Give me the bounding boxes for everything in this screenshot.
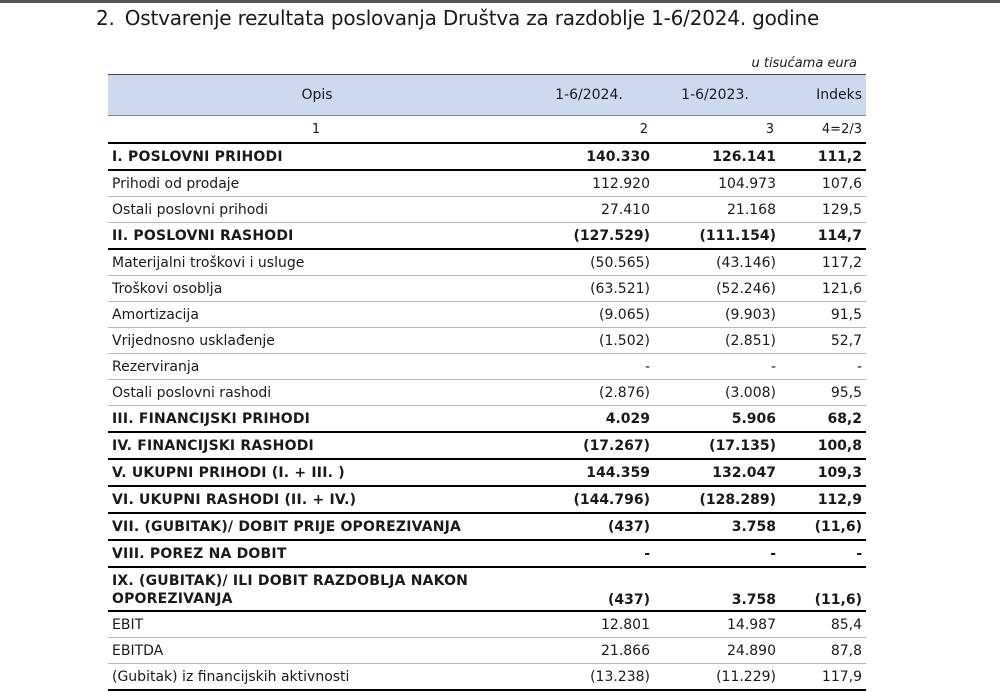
row-label-line: V. UKUPNI PRIHODI (I. + III. ) [112,464,345,481]
value-2024: (13.238) [526,664,652,691]
value-index: 109,3 [778,459,866,486]
value-index: 121,6 [778,276,866,302]
row-label-line: (Gubitak) iz financijskih aktivnosti [112,668,350,685]
value-index: 117,9 [778,664,866,691]
row-label [108,197,526,223]
row-label [108,611,526,638]
value-2023: 3.758 [652,513,778,540]
value-2023: 126.141 [652,143,778,170]
row-label-line: IX. (GUBITAK)/ ILI DOBIT RAZDOBLJA NAKON [112,573,469,589]
value-index: 114,7 [778,223,866,250]
value-2024: (1.502) [526,328,652,354]
table-row [108,567,866,611]
value-index: 129,5 [778,197,866,223]
value-2024: (9.065) [526,302,652,328]
row-label [108,513,526,540]
row-label-line-2: OPOREZIVANJA [112,591,233,607]
table-row [108,302,866,328]
row-label [108,540,526,567]
value-2023: (17.135) [652,432,778,459]
table-row [108,354,866,380]
table-row [108,406,866,433]
value-2024: - [526,354,652,380]
row-label-line: II. POSLOVNI RASHODI [112,227,294,244]
header-2023: 1-6/2023. [652,75,778,116]
row-label [108,249,526,276]
table-row [108,380,866,406]
row-label-line: VII. (GUBITAK)/ DOBIT PRIJE OPOREZIVANJA [112,518,462,535]
value-index: 85,4 [778,611,866,638]
value-2024: (437) [526,567,652,611]
table-row [108,276,866,302]
value-2023: 132.047 [652,459,778,486]
value-2023: 5.906 [652,406,778,433]
value-index: 68,2 [778,406,866,433]
value-2024: 12.801 [526,611,652,638]
results-table [108,74,866,691]
table-row [108,170,866,197]
row-label-line: EBIT [112,616,144,633]
row-label-line: Prihodi od prodaje [112,175,240,192]
value-2024: (17.267) [526,432,652,459]
table-row [108,513,866,540]
value-2024: (144.796) [526,486,652,513]
row-label-line: Ostali poslovni rashodi [112,384,272,401]
value-2023: - [652,540,778,567]
row-label-line: VI. UKUPNI RASHODI (II. + IV.) [112,491,357,508]
value-2024: 144.359 [526,459,652,486]
value-2023: (43.146) [652,249,778,276]
table-row [108,223,866,250]
row-label [108,638,526,664]
value-2023: (111.154) [652,223,778,250]
row-label-line: III. FINANCIJSKI PRIHODI [112,410,311,427]
value-2023: (9.903) [652,302,778,328]
section-number: 2. [96,6,115,30]
value-index: 87,8 [778,638,866,664]
value-2023: 104.973 [652,170,778,197]
row-label [108,486,526,513]
value-2024: - [526,540,652,567]
value-index: 117,2 [778,249,866,276]
value-2023: (2.851) [652,328,778,354]
value-2023: 21.168 [652,197,778,223]
unit-note: u tisućama eura [751,56,857,71]
value-2023: (3.008) [652,380,778,406]
value-2023: (52.246) [652,276,778,302]
column-number-row [108,116,866,144]
column-number-3: 3 [652,116,778,144]
row-label-line: Rezerviranja [112,358,200,375]
row-label-line: EBITDA [112,642,164,659]
header-opis: Opis [108,75,526,116]
value-2024: 4.029 [526,406,652,433]
value-2024: 27.410 [526,197,652,223]
row-label-line: Ostali poslovni prihodi [112,201,269,218]
row-label [108,276,526,302]
row-label [108,170,526,197]
row-label [108,406,526,433]
value-2024: 21.866 [526,638,652,664]
value-2024: (2.876) [526,380,652,406]
row-label-line: I. POSLOVNI PRIHODI [112,148,283,165]
table-row [108,540,866,567]
table-row [108,197,866,223]
value-index: (11,6) [778,513,866,540]
value-2024: 140.330 [526,143,652,170]
value-2023: 3.758 [652,567,778,611]
value-index: - [778,540,866,567]
table-row [108,328,866,354]
header-2024: 1-6/2024. [526,75,652,116]
table-row [108,432,866,459]
value-index: (11,6) [778,567,866,611]
value-index: - [778,354,866,380]
value-index: 107,6 [778,170,866,197]
value-2023: (11.229) [652,664,778,691]
value-2024: (63.521) [526,276,652,302]
row-label [108,354,526,380]
table-header-row [108,75,866,116]
value-2023: - [652,354,778,380]
column-number-4: 4=2/3 [778,116,866,144]
table-row [108,143,866,170]
row-label [108,459,526,486]
table-body [108,143,866,690]
table-row [108,486,866,513]
value-2024: (50.565) [526,249,652,276]
value-index: 100,8 [778,432,866,459]
header-index: Indeks [778,75,866,116]
value-index: 111,2 [778,143,866,170]
row-label-line: Vrijednosno usklađenje [112,332,275,349]
row-label-line: Amortizacija [112,306,199,323]
value-2023: (128.289) [652,486,778,513]
row-label-line: IV. FINANCIJSKI RASHODI [112,437,314,454]
value-2024: 112.920 [526,170,652,197]
row-label [108,302,526,328]
row-label [108,328,526,354]
section-heading [96,6,819,30]
value-index: 52,7 [778,328,866,354]
value-2023: 14.987 [652,611,778,638]
column-number-1: 1 [108,116,526,144]
column-number-2: 2 [526,116,652,144]
row-label [108,143,526,170]
window-top-border [0,0,1000,3]
table-row [108,459,866,486]
value-index: 112,9 [778,486,866,513]
value-2024: (127.529) [526,223,652,250]
value-2024: (437) [526,513,652,540]
table-row [108,611,866,638]
row-label [108,664,526,691]
row-label [108,567,526,611]
row-label-line: Materijalni troškovi i usluge [112,254,305,271]
row-label [108,380,526,406]
value-2023: 24.890 [652,638,778,664]
value-index: 95,5 [778,380,866,406]
table-row [108,249,866,276]
row-label [108,432,526,459]
section-title: Ostvarenje rezultata poslovanja Društva za razdoblje 1-6/2024. godine [124,6,820,30]
value-index: 91,5 [778,302,866,328]
row-label [108,223,526,250]
table-row [108,664,866,691]
table-row [108,638,866,664]
row-label-line: Troškovi osoblja [112,280,223,297]
row-label-line: VIII. POREZ NA DOBIT [112,545,287,562]
